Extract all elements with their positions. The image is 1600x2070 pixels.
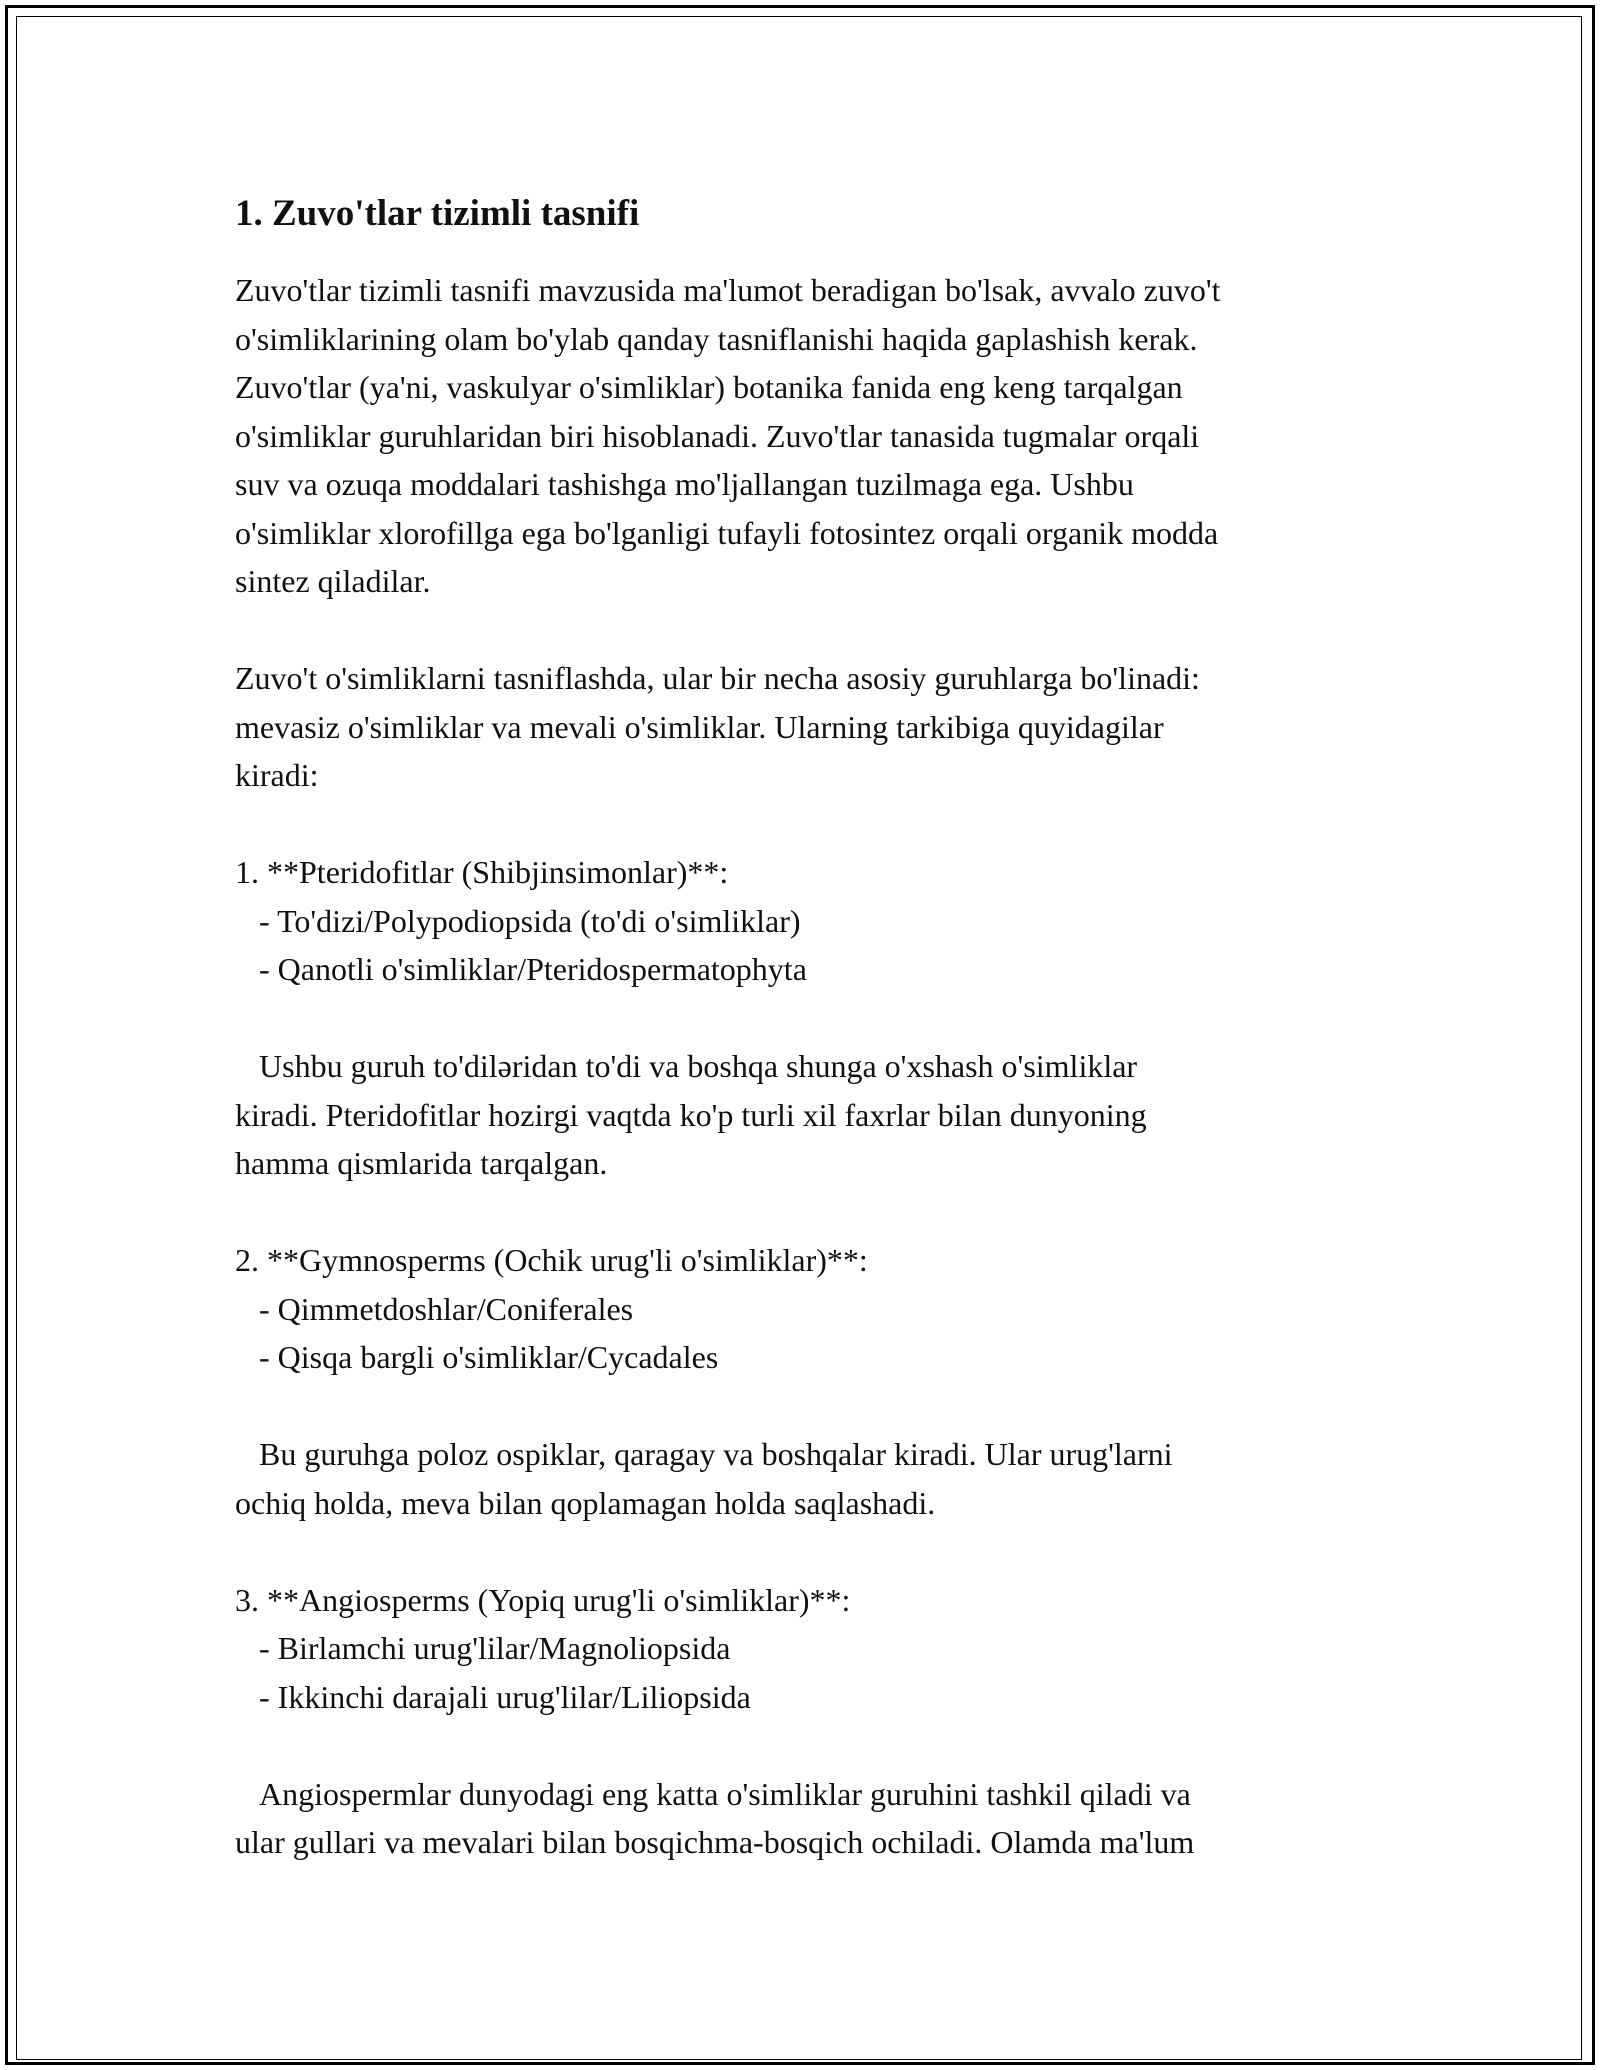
- document-title: 1. Zuvo'tlar tizimli tasnifi: [235, 193, 640, 234]
- document-body: Zuvo'tlar tizimli tasnifi mavzusida ma'lumot beradigan bo'lsak, avvalo zuvo't o'simliklarining olam bo'ylab qanday tasniflanishi haqida gaplashish kerak. Zuvo'tlar (ya'ni, vaskulyar o'simliklar) botanika fanida eng keng tarqalgan o'simliklar guruhlaridan biri hisoblanadi. Zuvo'tlar tanasida tugmalar orqali suv va ozuqa moddalari tashishga mo'ljallangan tuzilmaga ega. Ushbu o'simliklar xlorofillga ega bo'lganligi tufayli fotosintez orqali organik modda sintez qiladilar. Zuvo't o'simliklarni tasniflashda, ular bir necha asosiy guruhlarga bo'linadi: mevasiz o'simliklar va mevali o'simliklar. Ularning tarkibiga quyidagilar kiradi: 1. **Pteridofitlar (Shibjinsimonlar)**: - To'dizi/Polypodiopsida (to'di o'simliklar) - Qanotli o'simliklar/Pteridospermatophyta Ushbu guruh to'diləridan to'di va boshqa shunga o'xshash o'simliklar kiradi. Pteridofitlar hozirgi vaqtda ko'p turli xil faxrlar bilan dunyoning hamma qismlarida tarqalgan. 2. **Gymnosperms (Ochik urug'li o'simliklar)**: - Qimmetdoshlar/Coniferales - Qisqa bargli o'simliklar/Cycadales Bu guruhga poloz ospiklar, qaragay va boshqalar kiradi. Ular urug'larni ochiq holda, meva bilan qoplamagan holda saqlashadi. 3. **Angiosperms (Yopiq urug'li o'simliklar)**: - Birlamchi urug'lilar/Magnoliopsida - Ikkinchi darajali urug'lilar/Liliopsida Angiospermlar dunyodagi eng katta o'simliklar guruhini tashkil qiladi va ular gullari va mevalari bilan bosqichma-bosqich ochiladi. Olamda ma'lum: [235, 272, 1221, 1860]
- document-content: [235, 188, 1415, 1867]
